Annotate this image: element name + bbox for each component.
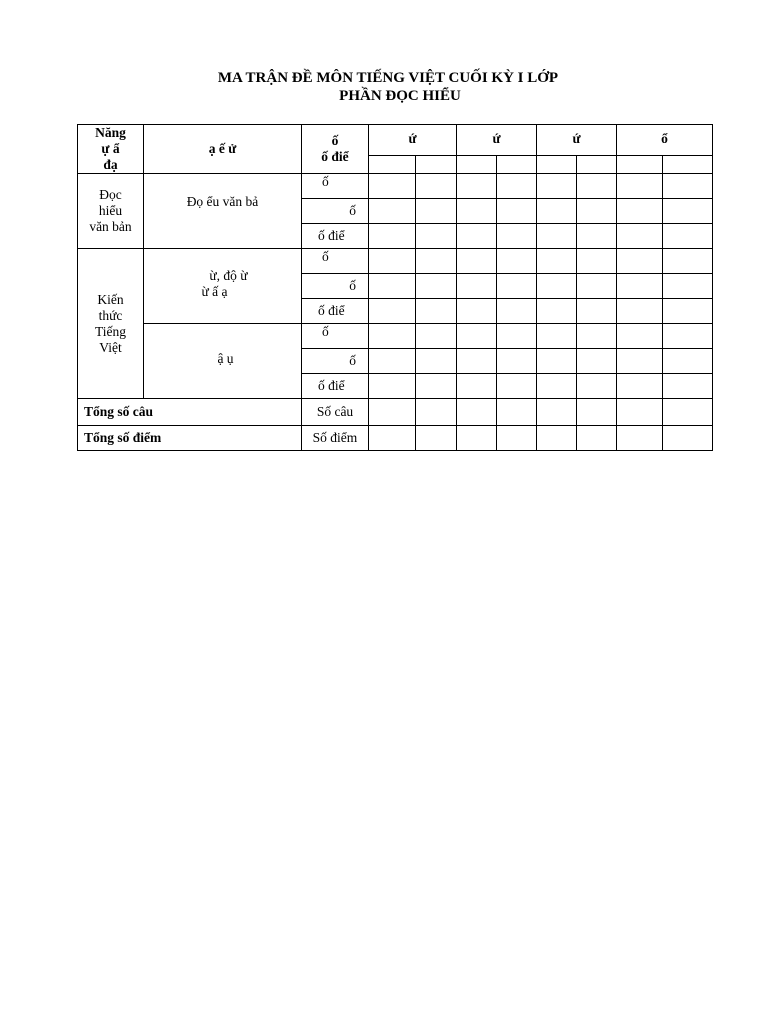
topic-label: ừ ấ ạ	[201, 284, 228, 299]
data-cell	[497, 224, 537, 249]
total-label-text: Tổng số điểm	[84, 430, 162, 445]
header-group-label: ổ	[661, 131, 668, 146]
data-cell	[537, 374, 577, 399]
subheader-cell	[369, 156, 416, 174]
row-label-text: ố điể	[318, 228, 345, 243]
data-cell	[617, 324, 663, 349]
data-cell	[457, 299, 497, 324]
header-competency	[78, 125, 144, 174]
data-cell	[497, 399, 537, 426]
data-cell	[577, 199, 617, 224]
data-cell	[663, 324, 713, 349]
data-cell	[457, 174, 497, 199]
data-cell	[577, 374, 617, 399]
data-cell	[369, 274, 416, 299]
table-row	[78, 324, 713, 349]
data-cell	[577, 249, 617, 274]
subheader-cell	[663, 156, 713, 174]
data-cell	[416, 249, 457, 274]
data-cell	[617, 274, 663, 299]
row-label	[302, 374, 369, 399]
data-cell	[663, 249, 713, 274]
data-cell	[617, 374, 663, 399]
data-cell	[577, 324, 617, 349]
topic-grammar	[144, 324, 302, 399]
data-cell	[617, 426, 663, 451]
data-cell	[663, 299, 713, 324]
section-name-line: Việt	[99, 339, 122, 355]
data-cell	[497, 299, 537, 324]
data-cell	[416, 174, 457, 199]
data-cell	[537, 249, 577, 274]
header-group-label: ứ	[572, 131, 581, 146]
document-title: MA TRẬN ĐỀ MÔN TIẾNG VIỆT CUỐI KỲ I LỚP	[217, 70, 559, 86]
data-cell	[497, 174, 537, 199]
section-name-line: thức	[98, 307, 123, 323]
data-cell	[416, 374, 457, 399]
data-cell	[617, 249, 663, 274]
total-questions-label	[78, 399, 302, 426]
data-cell	[369, 349, 416, 374]
data-cell	[457, 249, 497, 274]
data-cell	[369, 399, 416, 426]
row-label	[302, 249, 369, 274]
total-score-label	[78, 426, 302, 451]
row-label	[302, 324, 369, 349]
section-name-line: Đọc	[99, 187, 122, 202]
data-cell	[369, 199, 416, 224]
data-cell	[537, 349, 577, 374]
subheader-cell	[617, 156, 663, 174]
data-cell	[577, 426, 617, 451]
topic-reading	[144, 174, 302, 249]
data-cell	[369, 374, 416, 399]
row-label-text: ố	[322, 174, 329, 189]
data-cell	[369, 249, 416, 274]
data-cell	[457, 399, 497, 426]
data-cell	[663, 174, 713, 199]
data-cell	[457, 224, 497, 249]
data-cell	[416, 426, 457, 451]
total-unit-text: Số câu	[316, 404, 354, 419]
header-group-1	[369, 125, 457, 156]
data-cell	[663, 224, 713, 249]
subheader-cell	[457, 156, 497, 174]
data-cell	[416, 349, 457, 374]
data-cell	[617, 299, 663, 324]
data-cell	[663, 399, 713, 426]
header-score-line: ố điể	[321, 149, 349, 164]
data-cell	[663, 374, 713, 399]
data-cell	[663, 274, 713, 299]
data-cell	[497, 249, 537, 274]
row-label-text: ố điể	[318, 378, 345, 393]
topic-label: ậ ụ	[217, 351, 234, 366]
matrix-table	[77, 124, 713, 451]
subheader-cell	[416, 156, 457, 174]
subheader-cell	[497, 156, 537, 174]
header-competency-line: đạ	[103, 157, 118, 172]
total-label-text: Tổng số câu	[84, 404, 154, 419]
data-cell	[537, 426, 577, 451]
row-label-text: ố điể	[318, 303, 345, 318]
total-unit-text: Số điểm	[312, 430, 358, 445]
header-competency-line: ự ẩ	[101, 141, 120, 156]
section-name-line: văn bản	[89, 219, 132, 234]
data-cell	[537, 399, 577, 426]
data-cell	[617, 199, 663, 224]
row-label-text: ố	[349, 353, 356, 368]
header-content	[144, 125, 302, 174]
data-cell	[369, 174, 416, 199]
data-cell	[457, 374, 497, 399]
section-name-line: hiểu	[98, 203, 123, 218]
table-row	[78, 249, 713, 274]
header-content-label: ạ ế ử	[208, 141, 237, 156]
data-cell	[537, 174, 577, 199]
section-name-line: Kiến	[97, 291, 124, 307]
data-cell	[577, 399, 617, 426]
section-reading	[78, 174, 144, 249]
data-cell	[416, 274, 457, 299]
data-cell	[457, 349, 497, 374]
header-count-score	[302, 125, 369, 174]
data-cell	[663, 199, 713, 224]
total-score-unit	[302, 426, 369, 451]
header-competency-line: Năng	[95, 125, 126, 140]
data-cell	[537, 199, 577, 224]
data-cell	[457, 324, 497, 349]
data-cell	[617, 349, 663, 374]
header-group-label: ứ	[492, 131, 501, 146]
row-label-text: ố	[349, 203, 356, 218]
data-cell	[617, 224, 663, 249]
section-language	[78, 249, 144, 399]
row-label	[302, 224, 369, 249]
header-group-total	[617, 125, 713, 156]
total-questions-row	[78, 399, 713, 426]
data-cell	[537, 299, 577, 324]
data-cell	[663, 426, 713, 451]
document-subtitle: PHẦN ĐỌC HIỂU	[339, 88, 461, 104]
header-count-line: ố	[331, 133, 339, 148]
data-cell	[457, 426, 497, 451]
row-label	[302, 274, 369, 299]
subheader-cell	[577, 156, 617, 174]
row-label-text: ố	[322, 324, 329, 339]
data-cell	[537, 274, 577, 299]
header-row	[78, 125, 713, 156]
data-cell	[416, 199, 457, 224]
data-cell	[457, 274, 497, 299]
total-questions-unit	[302, 399, 369, 426]
data-cell	[369, 324, 416, 349]
table-row	[78, 174, 713, 199]
data-cell	[577, 349, 617, 374]
section-name-line: Tiếng	[94, 323, 126, 339]
data-cell	[577, 174, 617, 199]
topic-label: Đọ ểu văn bả	[186, 194, 259, 209]
topic-vocabulary	[144, 249, 302, 324]
data-cell	[617, 174, 663, 199]
data-cell	[497, 349, 537, 374]
row-label	[302, 299, 369, 324]
data-cell	[497, 274, 537, 299]
total-score-row	[78, 426, 713, 451]
data-cell	[369, 224, 416, 249]
data-cell	[369, 299, 416, 324]
data-cell	[369, 426, 416, 451]
data-cell	[537, 324, 577, 349]
subheader-cell	[537, 156, 577, 174]
data-cell	[577, 274, 617, 299]
row-label-text: ố	[322, 249, 329, 264]
header-group-2	[457, 125, 537, 156]
row-label	[302, 199, 369, 224]
data-cell	[537, 224, 577, 249]
data-cell	[663, 349, 713, 374]
data-cell	[416, 224, 457, 249]
data-cell	[497, 426, 537, 451]
data-cell	[416, 299, 457, 324]
data-cell	[416, 399, 457, 426]
data-cell	[497, 199, 537, 224]
topic-label: ừ, độ ừ	[209, 268, 248, 283]
data-cell	[497, 374, 537, 399]
data-cell	[617, 399, 663, 426]
row-label	[302, 349, 369, 374]
header-group-label: ứ	[408, 131, 417, 146]
header-group-3	[537, 125, 617, 156]
row-label-text: ố	[349, 278, 356, 293]
data-cell	[416, 324, 457, 349]
data-cell	[577, 224, 617, 249]
row-label	[302, 174, 369, 199]
data-cell	[577, 299, 617, 324]
data-cell	[497, 324, 537, 349]
data-cell	[457, 199, 497, 224]
